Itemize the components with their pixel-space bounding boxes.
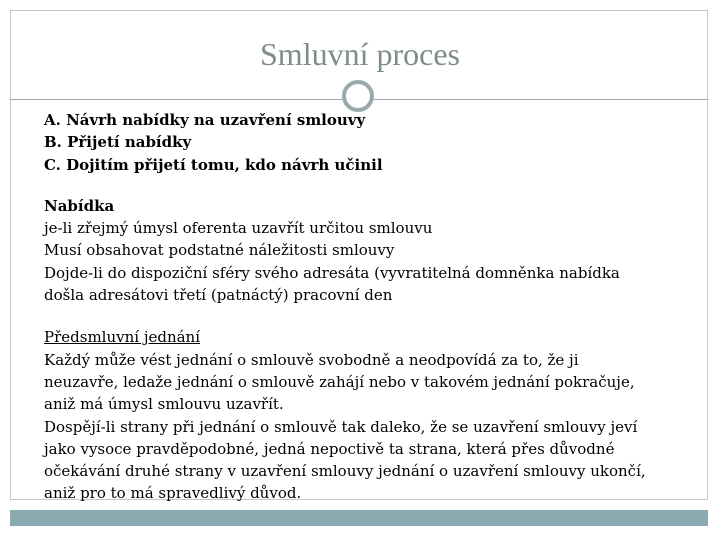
text-line: aniž pro to má spravedlivý důvod.	[44, 484, 302, 503]
text-line: očekávání druhé strany v uzavření smlouvy jednání o uzavření smlouvy ukončí,	[44, 462, 646, 481]
process-steps-list	[44, 109, 694, 176]
divider-ring-ornament	[342, 80, 374, 112]
text-line: Musí obsahovat podstatné náležitosti smlouvy	[44, 241, 395, 260]
slide-content	[44, 109, 694, 505]
footer-accent-bar	[10, 510, 708, 526]
list-item: A. Návrh nabídky na uzavření smlouvy	[44, 111, 366, 129]
offer-heading: Nabídka	[44, 196, 115, 215]
slide-title: Smluvní proces	[260, 36, 460, 72]
pre-contract-heading: Předsmluvní jednání	[44, 328, 201, 347]
text-line: Každý může vést jednání o smlouvě svobodně a neodpovídá za to, že ji	[44, 350, 579, 369]
list-item: C. Dojitím přijetí tomu, kdo návrh učinil	[44, 155, 383, 174]
text-line: neuzavře, ledaže jednání o smlouvě zahájí nebo v takovém jednání pokračuje,	[44, 372, 635, 391]
text-line: aniž má úmysl smlouvu uzavřít.	[44, 395, 284, 414]
list-item: B. Přijetí nabídky	[44, 133, 192, 152]
text-line: je-li zřejmý úmysl oferenta uzavřít určitou smlouvu	[44, 219, 433, 238]
text-line: Dojde-li do dispoziční sféry svého adresáta (vyvratitelná domněnka nabídka	[44, 263, 620, 282]
text-line: došla adresátovi třetí (patnáctý) pracovní den	[44, 286, 393, 305]
offer-section	[44, 195, 694, 306]
pre-contract-section	[44, 326, 694, 504]
text-line: Dospějí-li strany při jednání o smlouvě tak daleko, že se uzavření smlouvy jeví	[44, 417, 638, 436]
text-line: jako vysoce pravděpodobné, jedná nepoctivě ta strana, která přes důvodné	[44, 439, 615, 458]
